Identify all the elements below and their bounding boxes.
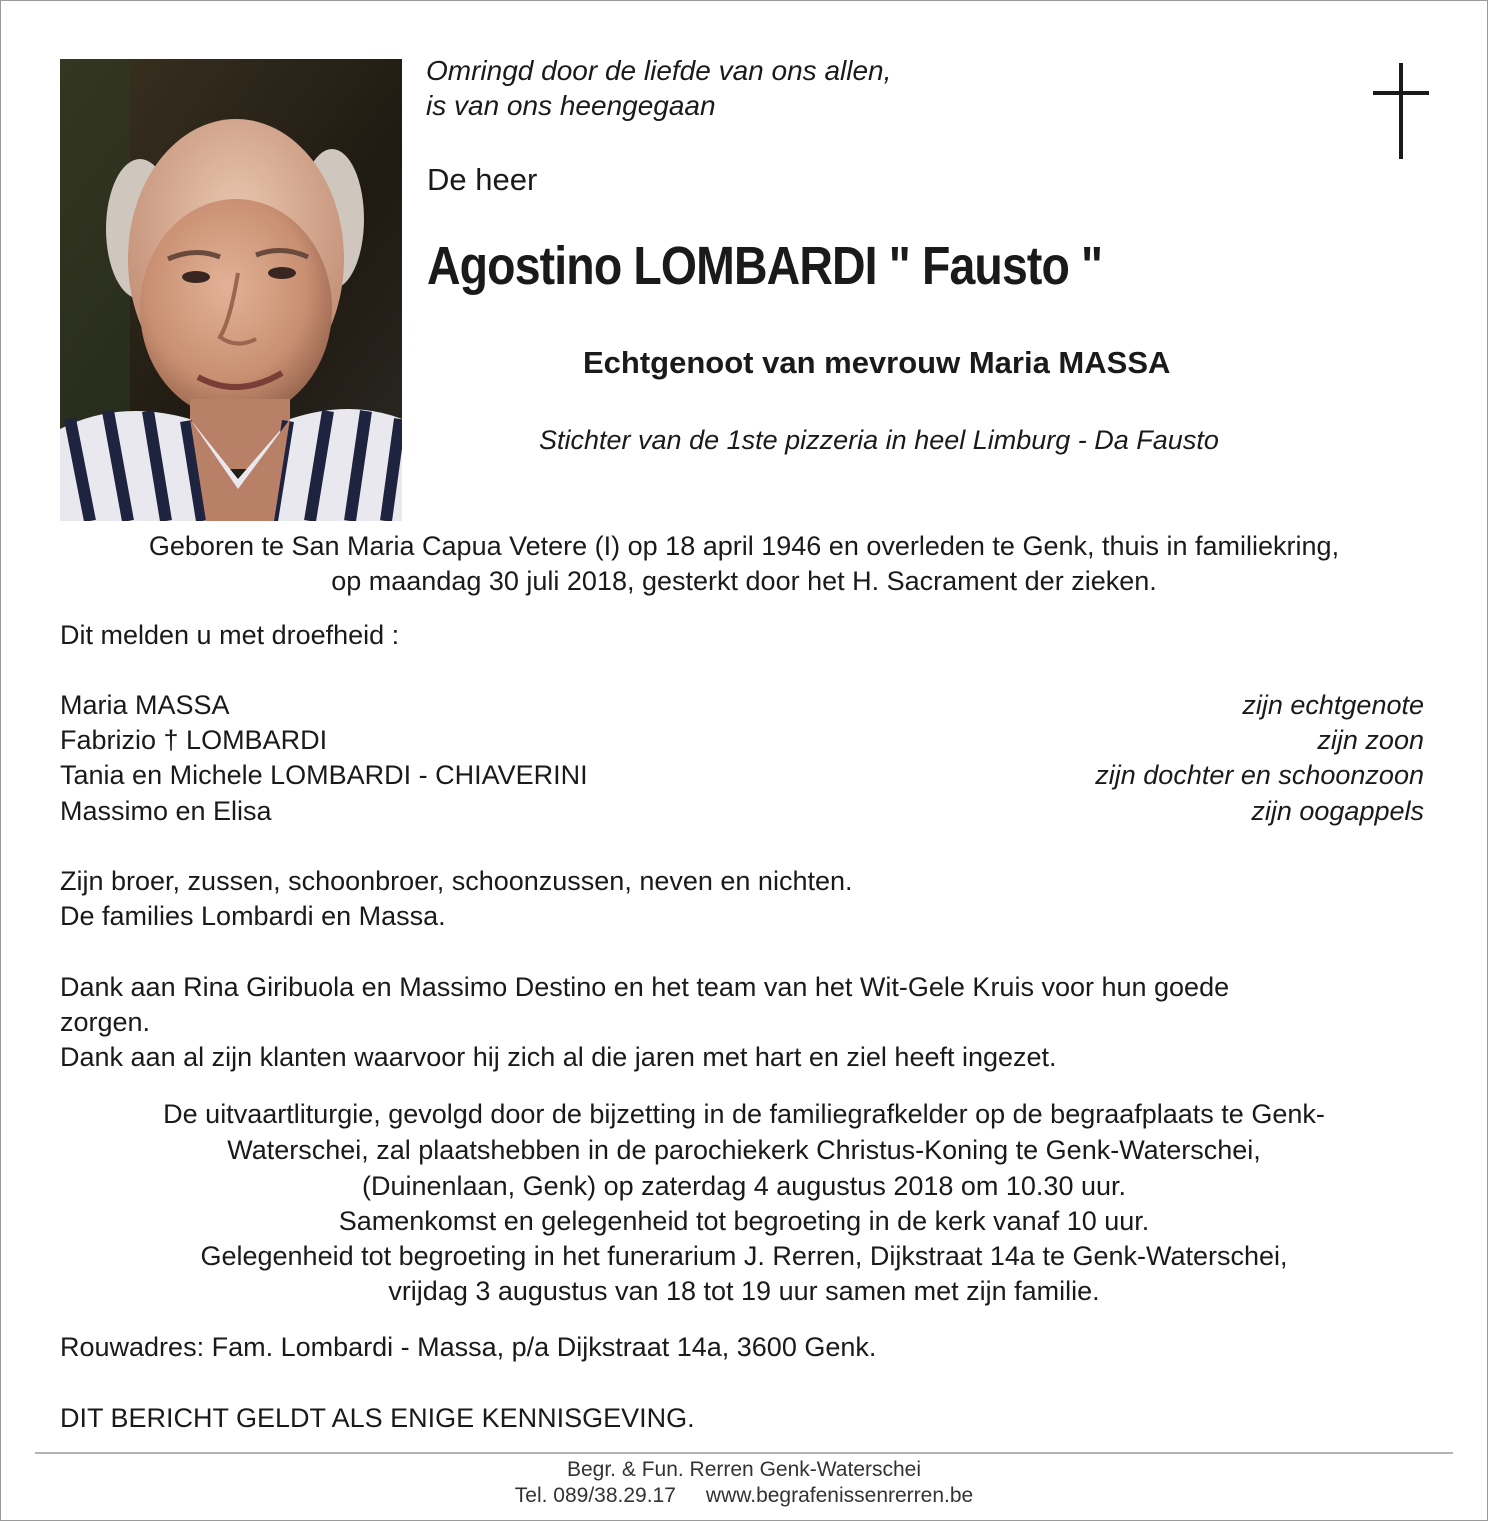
intro-line-2: is van ons heengegaan [426,90,716,121]
footer-website[interactable]: www.begrafenissenrerren.be [705,1484,974,1507]
founder-line: Stichter van de 1ste pizzeria in heel Limburg - Da Fausto [539,425,1219,455]
family-line-2: De families Lombardi en Massa. [60,901,446,931]
thanks-line-3: Dank aan al zijn klanten waarvoor hij zich al die jaren met hart en ziel heeft ingezet. [60,1042,1057,1072]
footer-company: Begr. & Fun. Rerren Genk-Waterschei [566,1458,922,1481]
notice: DIT BERICHT GELDT ALS ENIGE KENNISGEVING. [60,1403,695,1433]
funeral-line: vrijdag 3 augustus van 18 tot 19 uur samen met zijn familie. [388,1276,1100,1306]
deceased-name: Agostino LOMBARDI " Fausto " [427,236,1103,296]
footer-phone: Tel. 089/38.29.17 [514,1484,676,1507]
spouse-line: Echtgenoot van mevrouw Maria MASSA [583,345,1171,380]
mourning-address: Rouwadres: Fam. Lombardi - Massa, p/a Dijkstraat 14a, 3600 Genk. [60,1332,877,1362]
birth-death-line-2: op maandag 30 juli 2018, gesterkt door het H. Sacrament der zieken. [331,566,1157,596]
relative-row [60,690,1424,721]
title-prefix: De heer [427,162,538,197]
intro-line-1: Omringd door de liefde van ons allen, [426,55,892,86]
funeral-line: Gelegenheid tot begroeting in het funerarium J. Rerren, Dijkstraat 14a te Genk-Waterschei, [200,1241,1288,1271]
relative-role: zijn dochter en schoonzoon [1095,760,1424,790]
relative-role: zijn oogappels [1251,796,1424,826]
portrait-photo [60,59,402,521]
relative-name: Maria MASSA [60,690,230,720]
funeral-line: Samenkomst en gelegenheid tot begroeting in de kerk vanaf 10 uur. [338,1206,1150,1236]
announce-intro: Dit melden u met droefheid : [60,620,400,650]
relative-name: Massimo en Elisa [60,796,272,826]
relative-row [60,725,1424,756]
funeral-line: (Duinenlaan, Genk) op zaterdag 4 augustus 2018 om 10.30 uur. [361,1171,1126,1201]
relative-row [60,796,1424,827]
funeral-line: De uitvaartliturgie, gevolgd door de bijzetting in de familiegrafkelder op de begraafplaats te Genk- [163,1099,1325,1129]
cross-icon [1369,63,1433,159]
birth-death-line-1: Geboren te San Maria Capua Vetere (I) op 18 april 1946 en overleden te Genk, thuis in familiekring, [148,531,1340,561]
footer-contact [1,1484,1487,1508]
relative-name: Fabrizio † LOMBARDI [60,725,328,755]
thanks-line-1: Dank aan Rina Giribuola en Massimo Destino en het team van het Wit-Gele Kruis voor hun goede [60,972,1230,1002]
footer-divider [35,1452,1453,1454]
relative-name: Tania en Michele LOMBARDI - CHIAVERINI [60,760,588,790]
funeral-line: Waterschei, zal plaatshebben in de parochiekerk Christus-Koning te Genk-Waterschei, [227,1135,1261,1165]
relative-row [60,760,1424,791]
relative-role: zijn echtgenote [1242,690,1424,720]
relative-role: zijn zoon [1317,725,1424,755]
family-line-1: Zijn broer, zussen, schoonbroer, schoonzussen, neven en nichten. [60,866,853,896]
thanks-line-2: zorgen. [60,1007,151,1037]
